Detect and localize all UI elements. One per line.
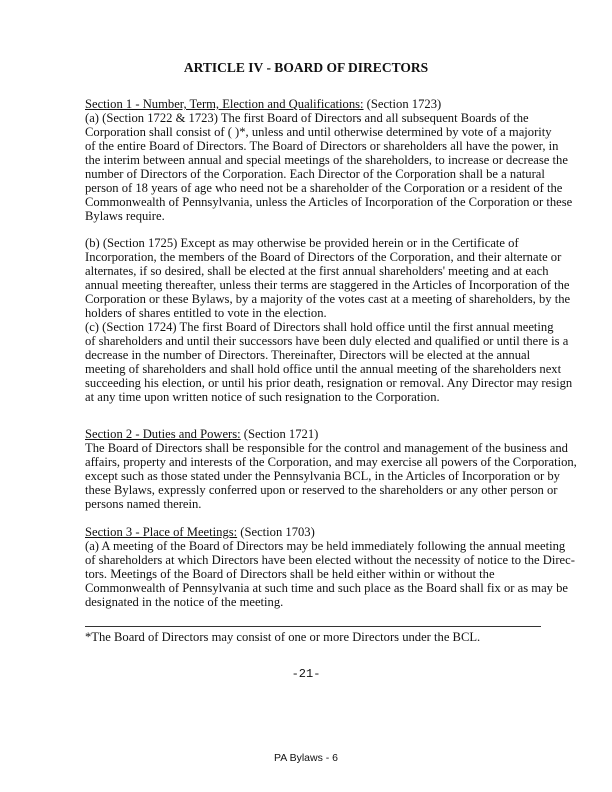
section-1	[85, 97, 572, 223]
paragraph-b	[85, 236, 570, 320]
text-line: of the entire Board of Directors. The Board of Directors or shareholders all have the power, in	[85, 139, 559, 153]
text-line: decrease in the number of Directors. Thereinafter, Directors will be elected at the annual	[85, 348, 531, 362]
section-3-heading-title: Section 3 - Place of Meetings:	[85, 525, 238, 539]
section-1-heading-title: Section 1 - Number, Term, Election and Qualifications:	[85, 97, 364, 111]
section-3-heading-ref: (Section 1703)	[237, 525, 315, 539]
text-line: Bylaws require.	[85, 209, 165, 223]
section-3	[85, 525, 575, 609]
text-line: (a) (Section 1722 & 1723) The first Board of Directors and all subsequent Boards of the	[85, 111, 529, 125]
text-line: these Bylaws, expressly conferred upon or reserved to the shareholders or any other person or	[85, 483, 558, 497]
text-line: The Board of Directors shall be responsible for the control and management of the business and	[85, 441, 568, 455]
footnote	[85, 630, 480, 644]
text-line: annual meeting thereafter, unless their terms are staggered in the Articles of Incorporation of the	[85, 278, 570, 292]
text-line: (a) A meeting of the Board of Directors may be held immediately following the annual meeting	[85, 539, 566, 553]
paragraph-a	[85, 111, 572, 223]
text-line: holders of shares entitled to vote in the election.	[85, 306, 327, 320]
article-title: ARTICLE IV - BOARD OF DIRECTORS	[183, 60, 429, 75]
section-2-heading-title: Section 2 - Duties and Powers:	[85, 427, 241, 441]
footnote-divider	[85, 626, 541, 627]
text-line: except such as those stated under the Pennsylvania BCL, in the Articles of Incorporation or by	[85, 469, 560, 483]
section-3-heading	[85, 525, 575, 539]
text-line: affairs, property and interests of the Corporation, and may exercise all powers of the Corporation,	[85, 455, 577, 469]
text-line: Incorporation, the members of the Board of Directors of the Corporation, and their alternate or	[85, 250, 562, 264]
text-line: Commonwealth of Pennsylvania at such time and such place as the Board shall fix or as may be	[85, 581, 568, 595]
text-line: succeeding his election, or until his prior death, resignation or removal. Any Director may resign	[85, 376, 573, 390]
text-line: of shareholders and until their successors have been duly elected and qualified or until there is a	[85, 334, 569, 348]
text-line: meeting of shareholders and shall hold office until the annual meeting of the shareholders next	[85, 362, 562, 376]
text-line: the interim between annual and special meetings of the shareholders, to increase or decrease the	[85, 153, 568, 167]
text-line: alternates, if so desired, shall be elected at the first annual shareholders' meeting and at each	[85, 264, 549, 278]
section-1-heading	[85, 97, 572, 111]
text-line: (c) (Section 1724) The first Board of Directors shall hold office until the first annual meeting	[85, 320, 554, 334]
text-line: tors. Meetings of the Board of Directors shall be held either within or without the	[85, 567, 495, 581]
paragraph-c	[85, 320, 572, 404]
text-line: of shareholders at which Directors have been elected without the necessity of notice to the Direc-	[85, 553, 575, 567]
text-line: Corporation shall consist of ( )*, unless and until otherwise determined by vote of a majority	[85, 125, 552, 139]
text-line: persons named therein.	[85, 497, 202, 511]
text-line: at any time upon written notice of such resignation to the Corporation.	[85, 390, 440, 404]
section-1-heading-ref: (Section 1723)	[363, 97, 442, 111]
section-2	[85, 427, 577, 511]
page-footer: PA Bylaws - 6	[274, 752, 338, 764]
section-2-heading-ref: (Section 1721)	[240, 427, 319, 441]
text-line: Corporation or these Bylaws, by a majority of the votes cast at a meeting of shareholders, by the	[85, 292, 571, 306]
page-number: -21-	[291, 667, 321, 681]
text-line: designated in the notice of the meeting.	[85, 595, 284, 609]
text-line: number of Directors of the Corporation. Each Director of the Corporation shall be a natural	[85, 167, 545, 181]
section-2-heading	[85, 427, 577, 441]
text-line: person of 18 years of age who need not be a shareholder of the Corporation or a resident of the	[85, 181, 563, 195]
text-line: (b) (Section 1725) Except as may otherwise be provided herein or in the Certificate of	[85, 236, 519, 250]
text-line: Commonwealth of Pennsylvania, unless the Articles of Incorporation of the Corporation or these	[85, 195, 573, 209]
footnote-text: *The Board of Directors may consist of one or more Directors under the BCL.	[85, 630, 481, 644]
